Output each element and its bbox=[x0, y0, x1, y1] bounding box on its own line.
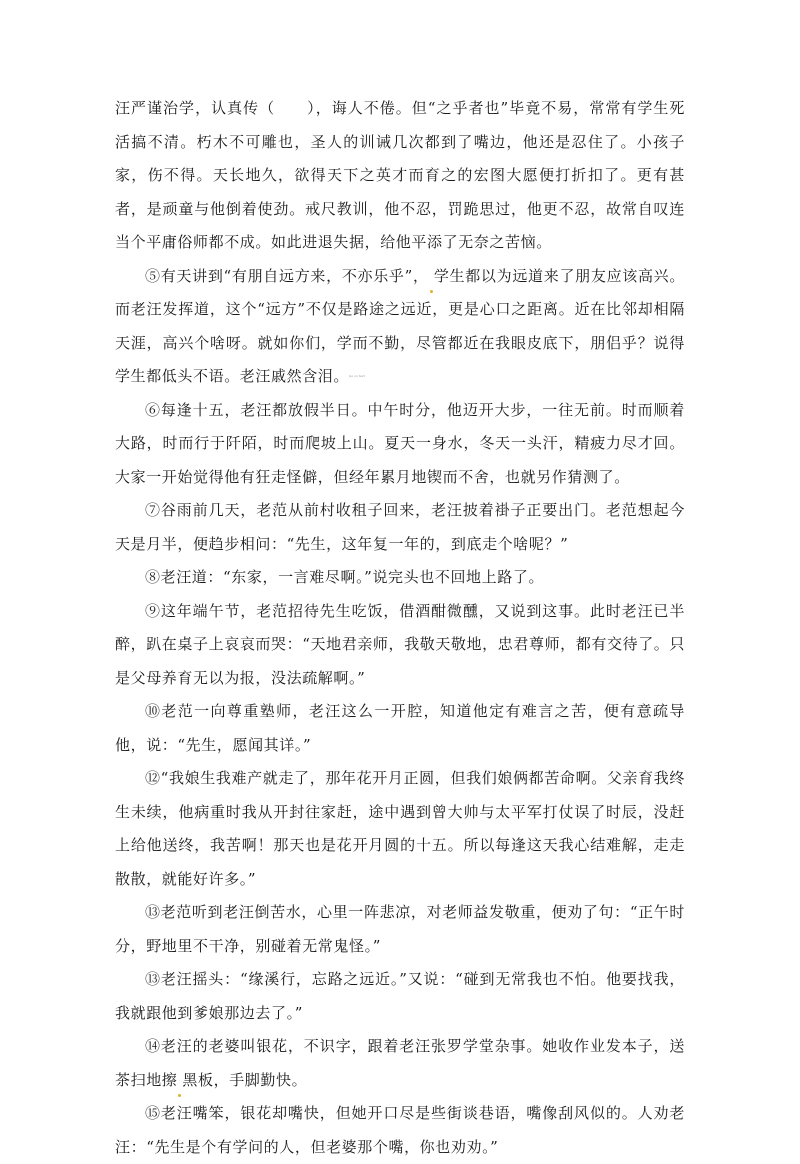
stray-mark bbox=[430, 290, 433, 293]
paragraph-text: 黑板，手脚勤快。 bbox=[182, 1070, 308, 1089]
paragraph-text: 学生都以为远道来了朋友应该高兴。而老汪发挥道，这个“远方”不仅是路途之远近，更是心口之距离。近在比邻却相隔天涯，高兴个啥呀。就如你们，学而不勤，尽管都近在我眼皮底下，朋侣乎？说得学生都低头不语。老汪戚然含泪。 bbox=[115, 266, 685, 385]
paragraph-text: ⑦谷雨前几天，老范从前村收租子回来，老汪披着褂子正要出门。老范想起今天是月半，便趋步相问：“先生，这年复一年的，到底走个啥呢？” bbox=[115, 501, 685, 553]
paragraph-continued bbox=[115, 92, 685, 260]
paragraph-13a bbox=[115, 896, 685, 963]
paragraph-text: ⑨这年端午节，老范招待先生吃饭，借酒酣微醺，又说到这事。此时老汪已半醉，趴在桌子上哀哀而哭：“天地君亲师，我敬天敬地，忠君尊师，都有交待了。只是父母养育无以为报，没法疏解啊。” bbox=[115, 601, 685, 687]
document-body bbox=[115, 92, 685, 1164]
paragraph-7 bbox=[115, 494, 685, 561]
paragraph-14 bbox=[115, 1030, 685, 1097]
paragraph-text: ⑫“我娘生我难产就走了，那年花开月正圆，但我们娘俩都苦命啊。父亲育我终生未续，他病重时我从开封往家赶，途中遇到曾大帅与太平军打仗误了时辰，没赶上给他送终，我苦啊！那天也是花开月圆的十五。所以每逢这天我心结难解，走走散散，就能好许多。” bbox=[115, 769, 685, 888]
paragraph-6 bbox=[115, 394, 685, 495]
paragraph-text: ⑬老汪摇头：“缘溪行，忘路之远近。”又说：“碰到无常我也不怕。他要找我，我就跟他到爹娘那边去了。” bbox=[115, 970, 685, 1022]
paragraph-text: ⑩老范一向尊重塾师，老汪这么一开腔，知道他定有难言之苦，便有意疏导他，说：“先生，愿闻其详。” bbox=[115, 702, 685, 754]
paragraph-text: 汪严谨治学，认真传（ ），诲人不倦。但“之乎者也”毕竟不易，常常有学生死活搞不清。朽木不可雕也，圣人的训诫几次都到了嘴边，他还是忍住了。小孩子家，伤不得。天长地久，欲得天下之英才而育之的宏图大愿便打折扣了。更有甚者，是顽童与他倒着使劲。戒尺教训，他不忍，罚跪思过，他更不忍，故常自叹连当个平庸俗师都不成。如此进退失据，给他平添了无奈之苦恼。 bbox=[115, 99, 685, 251]
paragraph-text: ⑭老汪的老婆叫银花，不识字，跟着老汪张罗学堂杂事。她收作业发本子，送茶扫地擦 bbox=[115, 1037, 685, 1089]
paragraph-13b bbox=[115, 963, 685, 1030]
paragraph-12 bbox=[115, 762, 685, 896]
paragraph-text: ⑮老汪嘴笨，银花却嘴快，但她开口尽是些街谈巷语，嘴像刮风似的。人劝老汪：“先生是个有学问的人，但老婆那个嘴，你也劝劝。” bbox=[115, 1104, 685, 1156]
paragraph-5 bbox=[115, 260, 685, 394]
paragraph-text: ⑤有天讲到“有朋自远方来，不亦乐乎”， bbox=[145, 266, 429, 285]
paragraph-8 bbox=[115, 561, 685, 595]
paragraph-text: ⑬老范听到老汪倒苦水，心里一阵悲凉，对老师益发敬重，便劝了句：“正午时分，野地里不干净，别碰着无常鬼怪。” bbox=[115, 903, 685, 955]
paragraph-9 bbox=[115, 595, 685, 696]
paragraph-text: ⑥每逢十五，老汪都放假半日。中午时分，他迈开大步，一往无前。时而顺着大路，时而行于阡陌，时而爬坡上山。夏天一身水，冬天一头汗，精疲力尽才回。大家一开始觉得他有狂走怪僻，但经年累月地锲而不舍，也就另作猜测了。 bbox=[115, 400, 685, 486]
paragraph-15 bbox=[115, 1097, 685, 1164]
tiny-mark-text: Go on text bbox=[349, 374, 365, 378]
paragraph-text: ⑧老汪道：“东家，一言难尽啊。”说完头也不回地上路了。 bbox=[145, 568, 545, 586]
paragraph-10 bbox=[115, 695, 685, 762]
